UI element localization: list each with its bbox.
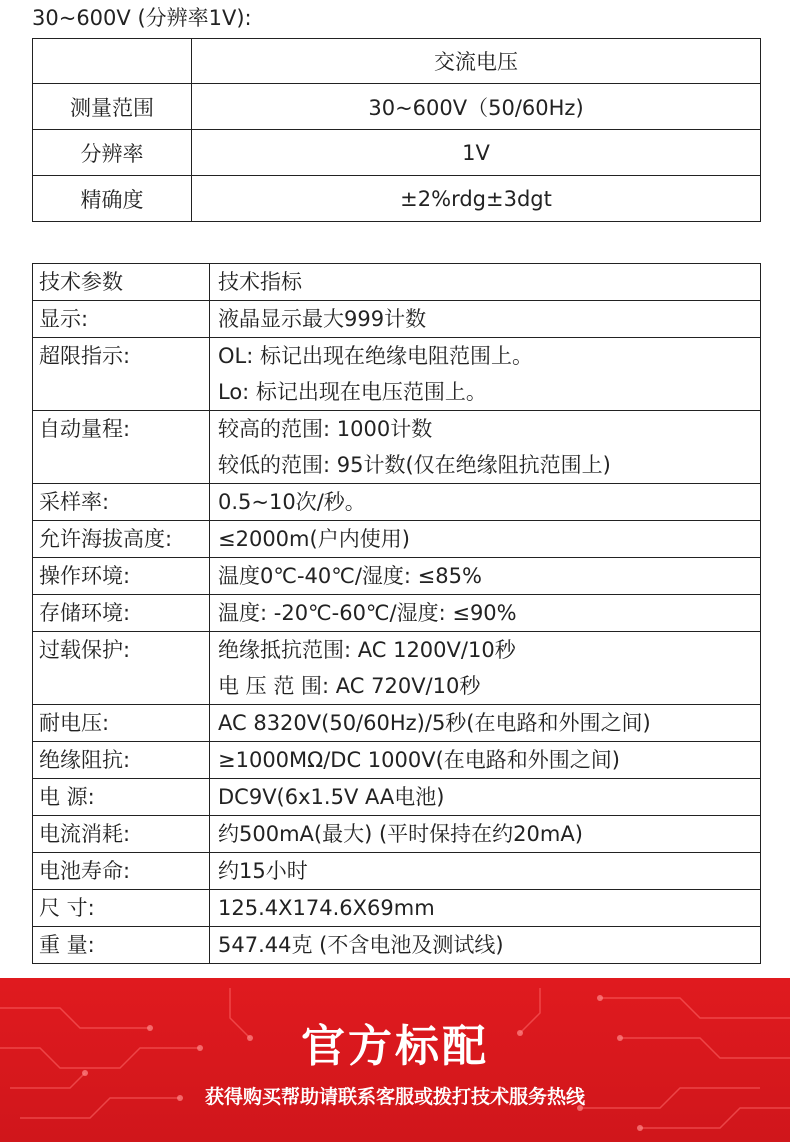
- table-row: [33, 264, 761, 301]
- table-row: [33, 411, 761, 484]
- technical-spec-table: [32, 263, 761, 964]
- spec-label: 技术参数: [33, 264, 210, 301]
- spec-value: [210, 264, 761, 301]
- table-row: [33, 176, 761, 222]
- spec-label: 过载保护:: [33, 632, 210, 705]
- spec-value-line: ≤2000m(户内使用): [218, 527, 410, 551]
- row-label: 分辨率: [33, 130, 192, 176]
- spec-value-line: 温度: -20℃-60℃/湿度: ≤90%: [218, 601, 517, 625]
- table-header-row: [33, 39, 761, 84]
- table-row: [33, 595, 761, 632]
- banner-title: 官方标配: [301, 1021, 489, 1072]
- spec-value-line: DC9V(6x1.5V AA电池): [218, 785, 445, 809]
- table-cell: [33, 39, 192, 84]
- section-heading: 30~600V (分辨率1V):: [32, 6, 252, 30]
- row-value: 1V: [192, 130, 761, 176]
- table-row: [33, 130, 761, 176]
- voltage-spec-table: [32, 38, 761, 222]
- spec-value-line: 温度0℃-40℃/湿度: ≤85%: [218, 564, 482, 588]
- spec-value: [210, 927, 761, 964]
- spec-label: 电 源:: [33, 779, 210, 816]
- spec-value: [210, 411, 761, 484]
- spec-value-line: 电 压 范 围: AC 720V/10秒: [218, 674, 481, 698]
- spec-label: 绝缘阻抗:: [33, 742, 210, 779]
- spec-label: 电流消耗:: [33, 816, 210, 853]
- table-row: [33, 705, 761, 742]
- spec-value: [210, 779, 761, 816]
- table-row: [33, 484, 761, 521]
- table-row: [33, 742, 761, 779]
- spec-value-line: 较低的范围: 95计数(仅在绝缘阻抗范围上): [218, 453, 611, 477]
- spec-value-line: 技术指标: [218, 270, 302, 294]
- spec-value-line: 液晶显示最大999计数: [218, 307, 427, 331]
- spec-value-line: 125.4X174.6X69mm: [218, 896, 435, 920]
- spec-value: [210, 338, 761, 411]
- spec-label: 允许海拔高度:: [33, 521, 210, 558]
- spec-value: [210, 521, 761, 558]
- spec-table-body: [33, 264, 761, 964]
- spec-value: [210, 595, 761, 632]
- table-row: [33, 927, 761, 964]
- spec-value: [210, 816, 761, 853]
- spec-value-line: 约500mA(最大) (平时保持在约20mA): [218, 822, 583, 846]
- spec-label: 操作环境:: [33, 558, 210, 595]
- spec-value: [210, 632, 761, 705]
- spec-value-line: 较高的范围: 1000计数: [218, 417, 433, 441]
- table-row: [33, 521, 761, 558]
- row-value: 30~600V（50/60Hz): [192, 84, 761, 130]
- spec-label: 存储环境:: [33, 595, 210, 632]
- row-label: 精确度: [33, 176, 192, 222]
- table-header-cell: 交流电压: [192, 39, 761, 84]
- spec-label: 电池寿命:: [33, 853, 210, 890]
- spec-value-line: OL: 标记出现在绝缘电阻范围上。: [218, 344, 533, 368]
- spec-value-line: ≥1000MΩ/DC 1000V(在电路和外围之间): [218, 748, 620, 772]
- spec-value-line: 约15小时: [218, 859, 308, 883]
- spec-value: [210, 705, 761, 742]
- spec-value-line: 0.5~10次/秒。: [218, 490, 366, 514]
- spec-value-line: 绝缘抵抗范围: AC 1200V/10秒: [218, 638, 516, 662]
- banner-subtitle: 获得购买帮助请联系客服或拨打技术服务热线: [204, 1086, 585, 1108]
- spec-label: 采样率:: [33, 484, 210, 521]
- spec-value: [210, 742, 761, 779]
- table-row: [33, 632, 761, 705]
- spec-value: [210, 558, 761, 595]
- table-row: [33, 301, 761, 338]
- spec-value-line: AC 8320V(50/60Hz)/5秒(在电路和外围之间): [218, 711, 651, 735]
- table-row: [33, 338, 761, 411]
- table-row: [33, 853, 761, 890]
- table-row: [33, 890, 761, 927]
- spec-value-line: 547.44克 (不含电池及测试线): [218, 933, 504, 957]
- spec-label: 自动量程:: [33, 411, 210, 484]
- spec-value-line: Lo: 标记出现在电压范围上。: [218, 380, 487, 404]
- row-value: ±2%rdg±3dgt: [192, 176, 761, 222]
- spec-label: 显示:: [33, 301, 210, 338]
- spec-value: [210, 853, 761, 890]
- table-row: [33, 779, 761, 816]
- table-row: [33, 816, 761, 853]
- table-row: [33, 84, 761, 130]
- spec-value: [210, 890, 761, 927]
- row-label: 测量范围: [33, 84, 192, 130]
- spec-label: 重 量:: [33, 927, 210, 964]
- spec-value: [210, 484, 761, 521]
- spec-label: 耐电压:: [33, 705, 210, 742]
- table-row: [33, 558, 761, 595]
- spec-label: 尺 寸:: [33, 890, 210, 927]
- spec-value: [210, 301, 761, 338]
- spec-label: 超限指示:: [33, 338, 210, 411]
- official-accessories-banner: [0, 978, 790, 1142]
